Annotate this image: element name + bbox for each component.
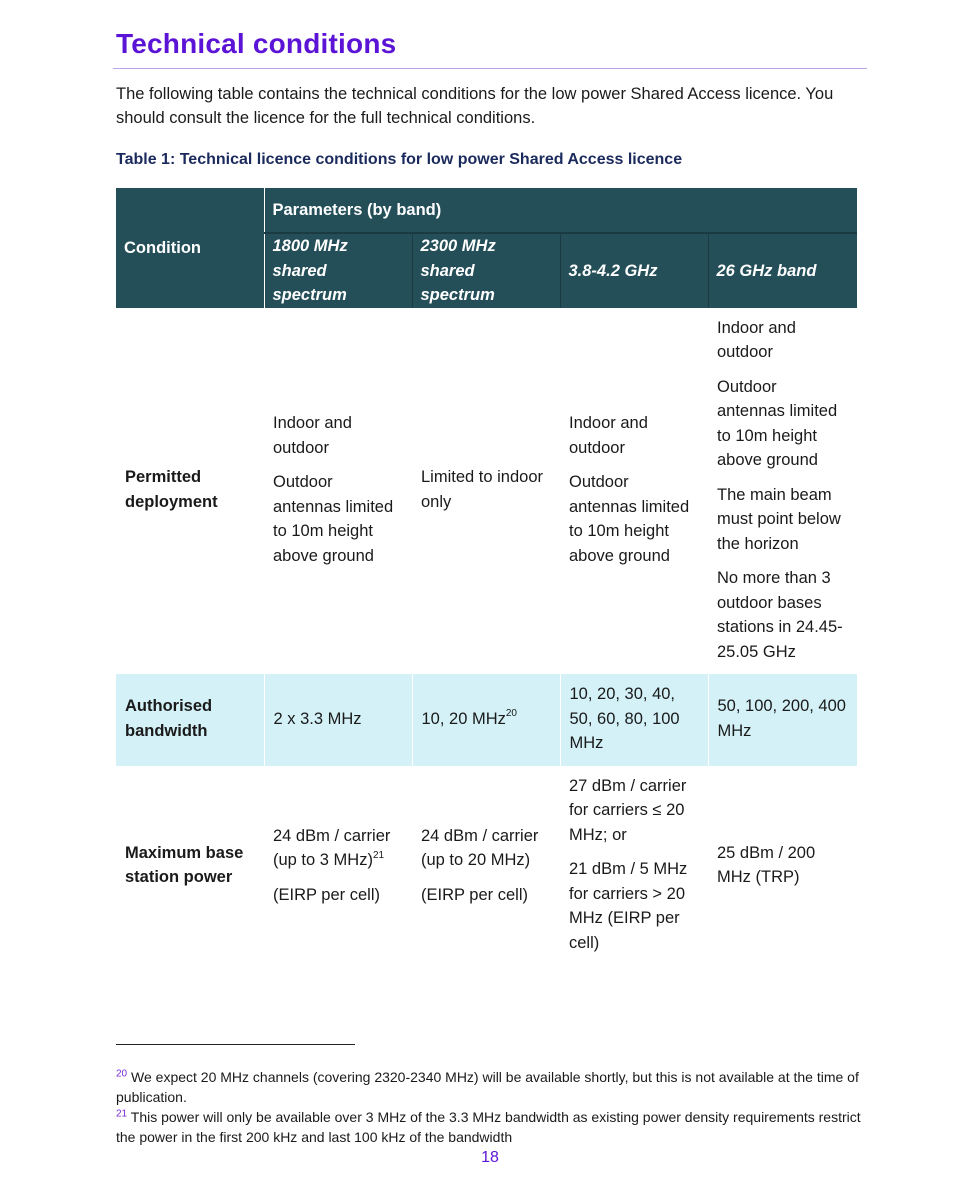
table-caption: Table 1: Technical licence conditions for low power Shared Access licence [116,151,683,168]
heading-underline [113,68,867,69]
band-header-26ghz: 26 GHz band [708,233,857,308]
footnote-text: We expect 20 MHz channels (covering 2320-2340 MHz) will be available shortly, but this is not available at the time of publication. [116,1069,859,1105]
cell-text: Indoor and outdoor [569,414,648,457]
cell-text: (EIRP per cell) [421,885,528,904]
table-row-authorised-bandwidth [116,674,857,766]
footnote-21 [116,1107,861,1147]
cell-bandwidth-2300 [412,674,560,766]
cell-bandwidth-1800: 2 x 3.3 MHz [264,674,412,766]
footnote-20 [116,1067,861,1107]
cell-text: Outdoor antennas limited to 10m height above ground [717,377,838,469]
table-row-max-power [116,766,857,968]
cell-text: 10, 20 MHz [421,709,506,728]
cell-text: The main beam must point below the horizon [717,485,841,553]
technical-conditions-table [116,188,857,967]
condition-header: Condition [116,188,264,308]
cell-text: 21 dBm / 5 MHz for carriers > 20 MHz (EIRP per cell) [569,860,688,952]
cell-text: 27 dBm / carrier for carriers ≤ 20 MHz; or [569,776,687,844]
cell-deployment-3800 [560,308,708,675]
band-header-3800: 3.8-4.2 GHz [560,233,708,308]
footnote-separator [116,1044,355,1045]
cell-text [273,824,404,873]
band-header-2300: 2300 MHz shared spectrum [412,233,560,308]
footnote-number: 20 [116,1068,128,1080]
footnote-number: 21 [116,1108,128,1120]
table-row-permitted-deployment [116,308,857,675]
cell-text: 24 dBm / carrier (up to 20 MHz) [421,826,539,869]
footnote-ref: 21 [372,849,385,861]
cell-text: No more than 3 outdoor bases stations in 24.45-25.05 GHz [717,569,843,661]
cell-text: Indoor and outdoor [717,318,796,361]
intro-paragraph: The following table contains the technical conditions for the low power Shared Access licence. You should consult the licence for the full technical conditions. [116,85,834,127]
cell-deployment-1800 [264,308,412,675]
cell-text: (EIRP per cell) [273,885,380,904]
cell-deployment-2300 [412,308,560,675]
row-label: Maximum base station power [125,843,244,887]
cell-power-2300 [412,766,560,968]
cell-text: Limited to indoor only [421,468,543,511]
cell-deployment-26ghz [708,308,857,675]
cell-power-1800 [264,766,412,968]
cell-text-main: 24 dBm / carrier (up to 3 MHz) [273,826,391,869]
cell-text: Outdoor antennas limited to 10m height above ground [273,473,394,565]
cell-text: Outdoor antennas limited to 10m height above ground [569,473,690,565]
row-label: Permitted deployment [125,468,218,511]
footnote-text: This power will only be available over 3 MHz of the 3.3 MHz bandwidth as existing power density requirements restrict the power in the first 200 kHz and last 100 kHz of the bandwidth [116,1109,861,1145]
section-heading: Technical conditions [116,28,397,59]
cell-bandwidth-26ghz: 50, 100, 200, 400 MHz [708,674,857,766]
footnote-ref: 20 [505,708,517,719]
cell-bandwidth-3800: 10, 20, 30, 40, 50, 60, 80, 100 MHz [560,674,708,766]
cell-power-26ghz: 25 dBm / 200 MHz (TRP) [717,843,816,887]
band-header-1800: 1800 MHz shared spectrum [264,233,412,308]
cell-text: Indoor and outdoor [273,414,352,457]
row-label: Authorised bandwidth [116,674,264,766]
cell-power-3800 [560,766,708,968]
page-number: 18 [481,1149,499,1166]
parameters-header: Parameters (by band) [264,188,857,233]
